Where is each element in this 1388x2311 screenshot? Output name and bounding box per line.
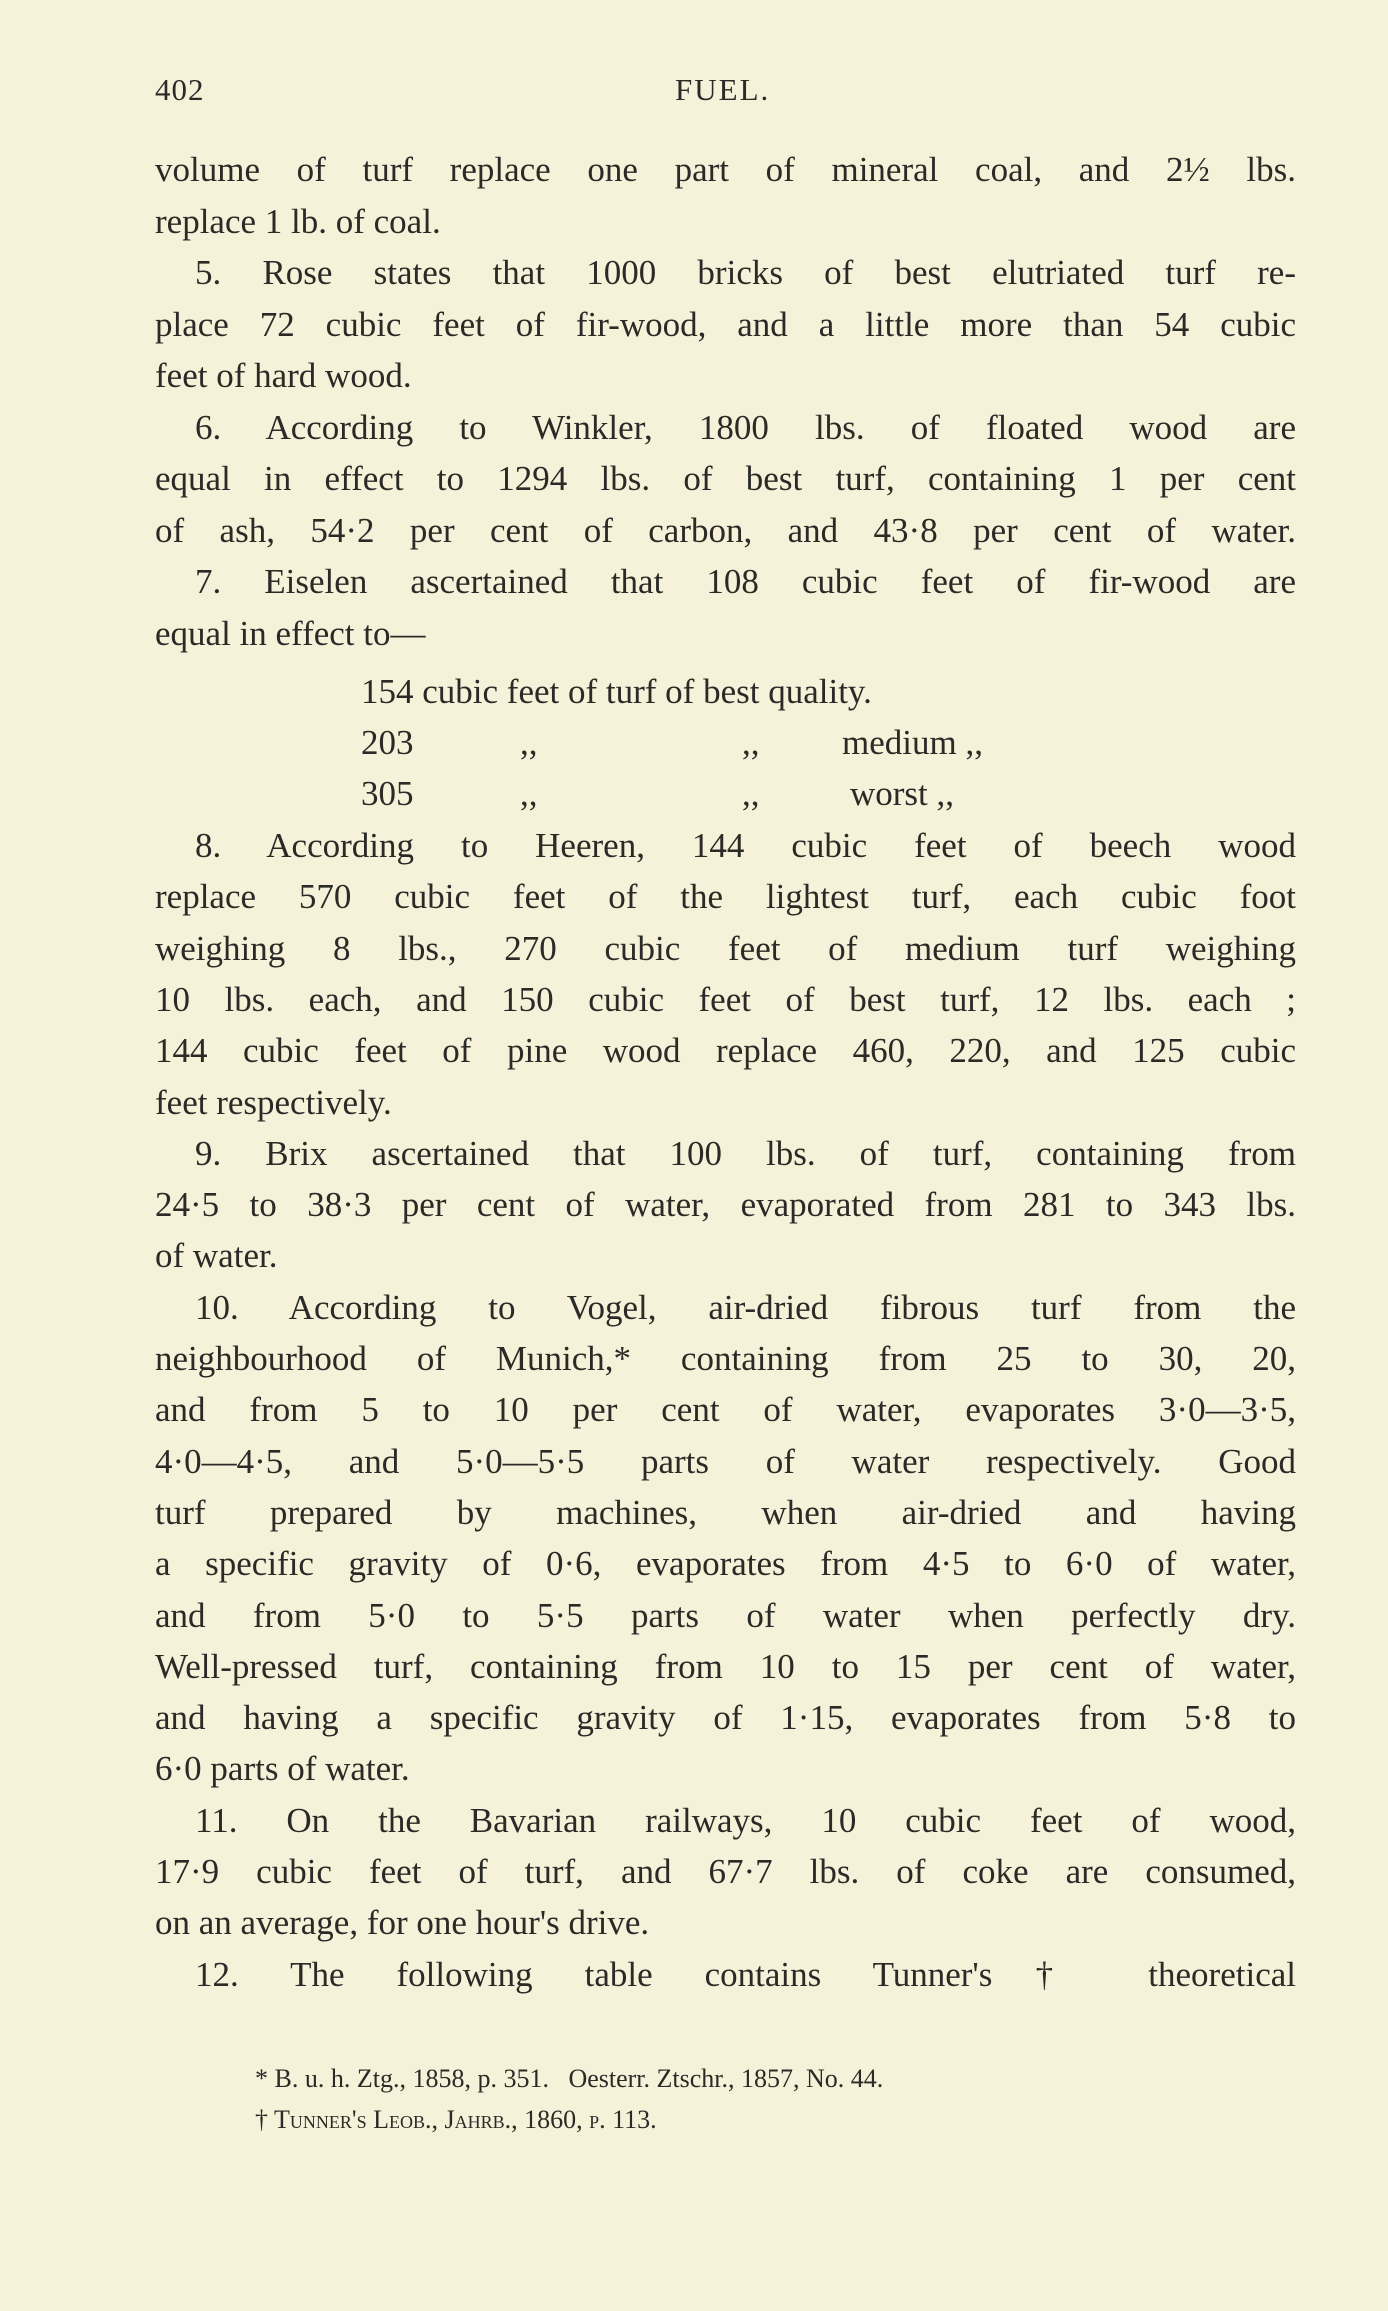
text-line: 12. The following table contains Tunner's† theoretical (195, 1954, 1296, 1994)
table-row (361, 723, 414, 763)
text-line: 9. Brix ascertained that 100 lbs. of turf, containing from (195, 1133, 1296, 1173)
footnote-text: Tunner's Leob., Jahrb., 1860, p. 113. (274, 2105, 657, 2134)
footnote-text: B. u. h. Ztg., 1858, p. 351. Oesterr. Ztschr., 1857, No. 44. (274, 2064, 884, 2093)
text-line: turf prepared by machines, when air-dried and having (155, 1492, 1296, 1532)
table-text: worst ,, (850, 774, 955, 813)
page-number: 402 (155, 72, 205, 107)
table-text: cubic feet of turf of best quality. (422, 672, 872, 711)
table-row (361, 672, 872, 712)
text-line: 144 cubic feet of pine wood replace 460, 220, and 125 cubic (155, 1031, 1296, 1071)
text-line: 17·9 cubic feet of turf, and 67·7 lbs. of coke are consumed, (155, 1852, 1296, 1891)
footnote (255, 2062, 883, 2096)
text-line: 4·0—4·5, and 5·0—5·5 parts of water respectively. Good (155, 1441, 1296, 1481)
table-number: 154 (361, 672, 414, 711)
ditto-mark: ,, (520, 723, 538, 762)
text-line: volume of turf replace one part of mineral coal, and 2½ lbs. (155, 150, 1296, 189)
text-line: feet respectively. (155, 1082, 392, 1122)
text-line: replace 1 lb. of coal. (155, 201, 441, 241)
text-line: 10. According to Vogel, air-dried fibrous turf from the (195, 1287, 1296, 1327)
running-title: FUEL. (675, 72, 771, 107)
text-line: equal in effect to 1294 lbs. of best turf, containing 1 per cent (155, 459, 1296, 498)
text-line: a specific gravity of 0·6, evaporates from 4·5 to 6·0 of water, (155, 1544, 1296, 1584)
text-line: and from 5·0 to 5·5 parts of water when perfectly dry. (155, 1595, 1296, 1635)
table-number: 305 (361, 774, 414, 813)
footnote-mark: † (255, 2105, 268, 2134)
text-line: replace 570 cubic feet of the lightest turf, each cubic foot (155, 877, 1296, 917)
text-line: on an average, for one hour's drive. (155, 1903, 650, 1943)
table-text: medium ,, (842, 723, 983, 762)
text-line: equal in effect to— (155, 613, 426, 653)
table-number: 203 (361, 723, 414, 762)
text-line: feet of hard wood. (155, 356, 412, 395)
text-line: 5. Rose states that 1000 bricks of best elutriated turf re- (195, 253, 1296, 292)
text-line: 6. According to Winkler, 1800 lbs. of floated wood are (195, 407, 1296, 447)
text-line: 8. According to Heeren, 144 cubic feet of beech wood (195, 826, 1296, 865)
text-line: place 72 cubic feet of fir-wood, and a little more than 54 cubic (155, 304, 1296, 344)
text-line: neighbourhood of Munich,* containing from 25 to 30, 20, (155, 1339, 1296, 1378)
text-line: weighing 8 lbs., 270 cubic feet of medium turf weighing (155, 928, 1296, 968)
text-line: Well-pressed turf, containing from 10 to 15 per cent of water, (155, 1646, 1296, 1686)
text-line: 6·0 parts of water. (155, 1749, 410, 1789)
ditto-mark: ,, (742, 723, 760, 762)
ditto-mark: ,, (520, 774, 538, 813)
text-line: 24·5 to 38·3 per cent of water, evaporated from 281 to 343 lbs. (155, 1185, 1296, 1225)
text-line: 7. Eiselen ascertained that 108 cubic feet of fir-wood are (195, 562, 1296, 601)
text-line: of ash, 54·2 per cent of carbon, and 43·8 per cent of water. (155, 510, 1296, 550)
text-line: of water. (155, 1236, 278, 1276)
table-row (361, 774, 414, 814)
ditto-mark: ,, (742, 774, 760, 813)
footnote (255, 2103, 657, 2137)
text-line: and having a specific gravity of 1·15, evaporates from 5·8 to (155, 1698, 1296, 1738)
text-line: 11. On the Bavarian railways, 10 cubic feet of wood, (195, 1800, 1296, 1840)
text-line: and from 5 to 10 per cent of water, evaporates 3·0—3·5, (155, 1390, 1296, 1430)
footnote-mark: * (255, 2064, 268, 2093)
text-line: 10 lbs. each, and 150 cubic feet of best turf, 12 lbs. each ; (155, 979, 1296, 1019)
